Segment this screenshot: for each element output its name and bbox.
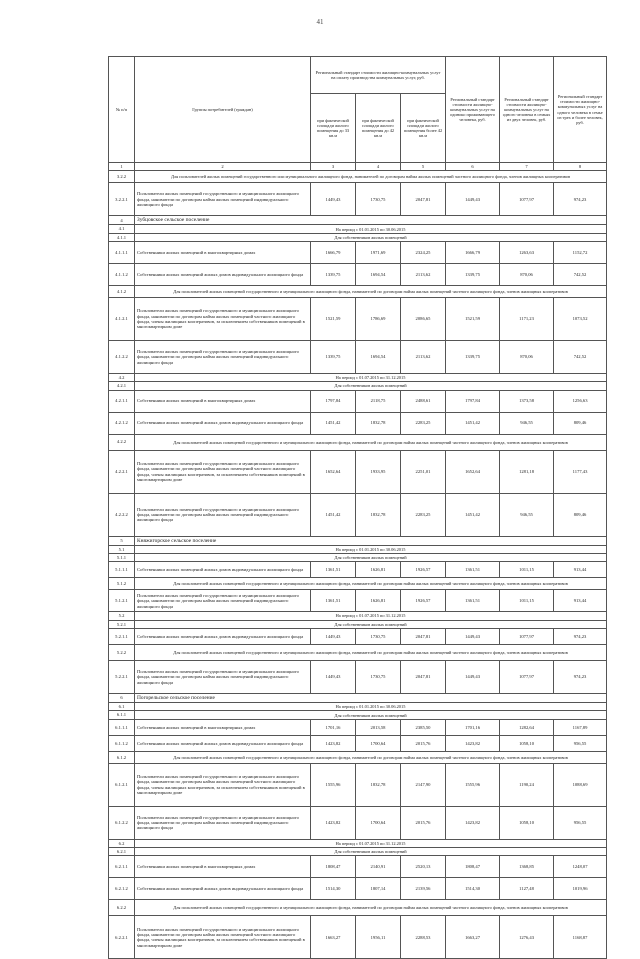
row-number: 4.2	[109, 374, 135, 382]
value-cell: 2488,61	[401, 390, 446, 412]
value-cell: 1127,48	[500, 878, 554, 900]
value-cell: 1256,63	[554, 390, 607, 412]
value-cell: 1276,43	[500, 916, 554, 959]
value-cell: 1263,63	[500, 242, 554, 264]
subheader-row	[109, 578, 607, 590]
row-number: 6.1.2.2	[109, 806, 135, 839]
row-number: 4.2.1.1	[109, 390, 135, 412]
value-cell: 1077,97	[500, 628, 554, 644]
subheader-row	[109, 382, 607, 390]
row-number: 6.1.2	[109, 751, 135, 763]
table-row	[109, 590, 607, 612]
table-row	[109, 298, 607, 341]
row-description: Собственники жилых помещений в многоквартирных домах	[135, 242, 311, 264]
value-cell: 2047,81	[401, 628, 446, 644]
value-cell: 1652,64	[446, 450, 500, 493]
row-number: 4.2.2.2	[109, 493, 135, 536]
value-cell: 1449,43	[311, 628, 356, 644]
value-cell: 1730,75	[356, 183, 401, 216]
row-number: 5.2	[109, 612, 135, 620]
row-number: 6	[109, 693, 135, 702]
table-row	[109, 719, 607, 735]
value-cell: 2113,62	[401, 264, 446, 286]
value-cell: 2283,25	[401, 493, 446, 536]
column-number-row	[109, 163, 607, 171]
value-cell: 956,55	[554, 806, 607, 839]
value-cell: 1832,78	[356, 763, 401, 806]
table-row	[109, 763, 607, 806]
value-cell: 2140,91	[356, 856, 401, 878]
tariff-table-container	[108, 56, 606, 959]
table-row	[109, 806, 607, 839]
row-number: 5.2.2	[109, 644, 135, 660]
subheader-row	[109, 644, 607, 660]
row-number: 5	[109, 536, 135, 545]
table-row	[109, 562, 607, 578]
value-cell: 956,55	[554, 735, 607, 751]
row-number: 6.2.1.1	[109, 856, 135, 878]
value-cell: 2139,56	[401, 878, 446, 900]
subheader-text: На период с 01.01.2015 по 30.06.2015	[135, 225, 607, 233]
subheader-row	[109, 703, 607, 711]
value-cell: 1282,64	[500, 719, 554, 735]
row-number: 6.2.1.2	[109, 878, 135, 900]
row-description: Пользователи жилых помещений государственного и муниципального жилищного фонда, наниматели по договорам найма жилых помещений индивидуального жилищного фонда	[135, 183, 311, 216]
value-cell: 1700,64	[356, 735, 401, 751]
subheader-text: Для пользователей жилых помещений государственного или муниципального жилищного фонда, нанимателей по договорам найма жилых помещений частного жилищного фонда, членов жилищных кооперативов	[135, 171, 607, 183]
value-cell: 1555,96	[311, 763, 356, 806]
value-cell: 2015,76	[401, 806, 446, 839]
value-cell: 1832,78	[356, 493, 401, 536]
row-number: 6.1.2.1	[109, 763, 135, 806]
value-cell: 2324,25	[401, 242, 446, 264]
value-cell: 2283,25	[401, 412, 446, 434]
value-cell: 1171,23	[500, 298, 554, 341]
value-cell: 913,44	[554, 562, 607, 578]
value-cell: 1373,58	[500, 390, 554, 412]
subheader-row	[109, 286, 607, 298]
row-number: 3.2.2.1	[109, 183, 135, 216]
value-cell: 1011,15	[500, 590, 554, 612]
row-description: Пользователи жилых помещений государственного и муниципального жилищного фонда, наниматели по договорам найма жилых помещений частного жилищного фонда, члены жилищных кооперативов, за исключением собственников помещений в многоквартирном доме	[135, 763, 311, 806]
subheader-text: На период с 01.07.2015 по 31.12.2015	[135, 839, 607, 847]
value-cell: 2086,65	[401, 298, 446, 341]
section-row	[109, 536, 607, 545]
value-cell: 1058,10	[500, 735, 554, 751]
table-row	[109, 450, 607, 493]
row-number: 3.2.2	[109, 171, 135, 183]
subheader-text: Для собственников жилых помещений	[135, 233, 607, 241]
value-cell: 870,06	[500, 264, 554, 286]
header-sub2: при фактической площади жилого помещения до 42 кв.м	[356, 94, 401, 163]
row-number: 4	[109, 216, 135, 225]
row-description: Собственники жилых помещений жилых домов индивидуального жилищного фонда	[135, 562, 311, 578]
value-cell: 1730,75	[356, 628, 401, 644]
subheader-row	[109, 225, 607, 233]
row-number: 5.1.1	[109, 554, 135, 562]
row-description: Собственники жилых помещений жилых домов индивидуального жилищного фонда	[135, 412, 311, 434]
row-number: 4.1.1.2	[109, 264, 135, 286]
row-number: 4.1.2.2	[109, 341, 135, 374]
value-cell: 1971,69	[356, 242, 401, 264]
value-cell: 1451,42	[311, 493, 356, 536]
value-cell: 1926,57	[401, 590, 446, 612]
header-sub3: при фактической площади жилого помещения более 42 кв.м	[401, 94, 446, 163]
table-body	[109, 171, 607, 959]
table-row	[109, 412, 607, 434]
page-number: 41	[316, 18, 324, 26]
value-cell: 913,44	[554, 590, 607, 612]
value-cell: 1339,75	[446, 341, 500, 374]
value-cell: 1663,27	[311, 916, 356, 959]
value-cell: 1449,43	[311, 183, 356, 216]
header-col7: Региональный стандарт стоимости жилищно-коммунальных услуг на одного человека в семьях из двух человек, руб.	[500, 57, 554, 163]
value-cell: 1449,43	[311, 660, 356, 693]
value-cell: 2113,62	[401, 341, 446, 374]
value-cell: 2520,13	[401, 856, 446, 878]
subheader-text: Для пользователей жилых помещений государственного и муниципального жилищного фонда, нанимателей по договорам найма жилых помещений частного жилищного фонда, членов жилищных кооперативов	[135, 644, 607, 660]
value-cell: 1666,79	[311, 242, 356, 264]
subheader-text: Для собственников жилых помещений	[135, 382, 607, 390]
value-cell: 1361,51	[446, 562, 500, 578]
header-sub1: при фактической площади жилого помещения до 33 кв.м	[311, 94, 356, 163]
subheader-row	[109, 839, 607, 847]
subheader-text: Для собственников жилых помещений	[135, 554, 607, 562]
colnum-5: 5	[401, 163, 446, 171]
value-cell: 1555,96	[446, 763, 500, 806]
row-description: Собственники жилых помещений жилых домов индивидуального жилищного фонда	[135, 264, 311, 286]
value-cell: 2047,81	[401, 183, 446, 216]
value-cell: 974,23	[554, 183, 607, 216]
row-number: 4.2.2	[109, 434, 135, 450]
table-row	[109, 264, 607, 286]
section-row	[109, 693, 607, 702]
subheader-text: Для пользователей жилых помещений государственного и муниципального жилищного фонда, нанимателей по договорам найма жилых помещений частного жилищного фонда, членов жилищных кооперативов	[135, 900, 607, 916]
value-cell: 1933,95	[356, 450, 401, 493]
header-num: № п/п	[109, 57, 135, 163]
value-cell: 809,46	[554, 493, 607, 536]
value-cell: 1073,52	[554, 298, 607, 341]
table-row	[109, 660, 607, 693]
value-cell: 1167,89	[554, 719, 607, 735]
section-title: Зубцовское сельское поселение	[135, 216, 607, 225]
tariff-table	[108, 56, 607, 959]
row-description: Пользователи жилых помещений государственного и муниципального жилищного фонда, наниматели по договорам найма жилых помещений индивидуального жилищного фонда	[135, 806, 311, 839]
value-cell: 2147,90	[401, 763, 446, 806]
row-number: 6.2.2	[109, 900, 135, 916]
value-cell: 870,06	[500, 341, 554, 374]
value-cell: 2288,53	[401, 916, 446, 959]
subheader-text: Для собственников жилых помещений	[135, 847, 607, 855]
value-cell: 1701,16	[311, 719, 356, 735]
row-description: Пользователи жилых помещений государственного и муниципального жилищного фонда, наниматели по договорам найма жилых помещений частного жилищного фонда, члены жилищных кооперативов, за исключением собственников помещений в многоквартирном доме	[135, 298, 311, 341]
row-description: Пользователи жилых помещений государственного и муниципального жилищного фонда, наниматели по договорам найма жилых помещений индивидуального жилищного фонда	[135, 341, 311, 374]
section-title: Погорельское сельское поселение	[135, 693, 607, 702]
subheader-text: Для пользователей жилых помещений государственного и муниципального жилищного фонда, нанимателей по договорам найма жилых помещений частного жилищного фонда, членов жилищных кооперативов	[135, 751, 607, 763]
value-cell: 1077,97	[500, 183, 554, 216]
colnum-3: 3	[311, 163, 356, 171]
row-number: 5.2.1.1	[109, 628, 135, 644]
value-cell: 1339,75	[311, 341, 356, 374]
value-cell: 1451,42	[446, 412, 500, 434]
row-number: 4.1.2.1	[109, 298, 135, 341]
row-number: 4.1.1	[109, 233, 135, 241]
value-cell: 1088,69	[554, 763, 607, 806]
row-description: Собственники жилых помещений жилых домов индивидуального жилищного фонда	[135, 735, 311, 751]
colnum-4: 4	[356, 163, 401, 171]
value-cell: 1832,78	[356, 412, 401, 434]
value-cell: 1626,81	[356, 562, 401, 578]
subheader-row	[109, 171, 607, 183]
value-cell: 2015,76	[401, 735, 446, 751]
value-cell: 1666,79	[446, 242, 500, 264]
table-row	[109, 242, 607, 264]
row-description: Собственники жилых помещений в многоквартирных домах	[135, 390, 311, 412]
value-cell: 1368,85	[500, 856, 554, 878]
value-cell: 1011,15	[500, 562, 554, 578]
value-cell: 1786,69	[356, 298, 401, 341]
table-row	[109, 183, 607, 216]
subheader-text: На период с 01.01.2015 по 30.06.2015	[135, 545, 607, 553]
value-cell: 1956,11	[356, 916, 401, 959]
row-description: Пользователи жилых помещений государственного и муниципального жилищного фонда, наниматели по договорам найма жилых помещений индивидуального жилищного фонда	[135, 493, 311, 536]
value-cell: 2118,75	[356, 390, 401, 412]
row-description: Пользователи жилых помещений государственного и муниципального жилищного фонда, наниматели по договорам найма жилых помещений индивидуального жилищного фонда	[135, 590, 311, 612]
header-col8: Региональный стандарт стоимости жилищно-коммунальных услуг на одного человека в семье из трех и более человек, руб.	[554, 57, 607, 163]
row-number: 5.1.2	[109, 578, 135, 590]
value-cell: 1423,82	[311, 806, 356, 839]
row-number: 5.2.1	[109, 620, 135, 628]
row-number: 5.1	[109, 545, 135, 553]
row-description: Пользователи жилых помещений государственного и муниципального жилищного фонда, наниматели по договорам найма жилых помещений частного жилищного фонда, члены жилищных кооперативов, за исключением собственников помещений в многоквартирном доме	[135, 450, 311, 493]
value-cell: 1694,54	[356, 341, 401, 374]
subheader-text: Для пользователей жилых помещений государственного и муниципального жилищного фонда, нанимателей по договорам найма жилых помещений частного жилищного фонда, членов жилищных кооперативов	[135, 578, 607, 590]
table-row	[109, 493, 607, 536]
value-cell: 1514,30	[311, 878, 356, 900]
row-number: 4.1.1.1	[109, 242, 135, 264]
row-description: Собственники жилых помещений жилых домов индивидуального жилищного фонда	[135, 628, 311, 644]
value-cell: 2013,58	[356, 719, 401, 735]
subheader-row	[109, 711, 607, 719]
subheader-row	[109, 233, 607, 241]
subheader-row	[109, 374, 607, 382]
row-description: Пользователи жилых помещений государственного и муниципального жилищного фонда, наниматели по договорам найма жилых помещений частного жилищного фонда, члены жилищных кооперативов, за исключением собственников помещений в многоквартирном доме	[135, 916, 311, 959]
table-row	[109, 856, 607, 878]
value-cell: 1451,42	[446, 493, 500, 536]
value-cell: 1168,87	[554, 916, 607, 959]
value-cell: 1730,75	[356, 660, 401, 693]
header-col6: Региональный стандарт стоимости жилищно-коммунальных услуг на одиноко проживающего человека, руб.	[446, 57, 500, 163]
subheader-text: На период с 01.01.2015 по 30.06.2015	[135, 703, 607, 711]
value-cell: 742,52	[554, 341, 607, 374]
value-cell: 1077,97	[500, 660, 554, 693]
value-cell: 742,52	[554, 264, 607, 286]
section-title: Княжигорское сельское поселение	[135, 536, 607, 545]
value-cell: 1177,43	[554, 450, 607, 493]
row-number: 4.2.1.2	[109, 412, 135, 434]
header-group: Группы потребителей (граждан)	[135, 57, 311, 163]
value-cell: 1423,82	[311, 735, 356, 751]
value-cell: 1423,82	[446, 806, 500, 839]
value-cell: 1449,43	[446, 628, 500, 644]
subheader-text: Для собственников жилых помещений	[135, 711, 607, 719]
row-number: 4.1.2	[109, 286, 135, 298]
value-cell: 2047,81	[401, 660, 446, 693]
row-number: 6.2.1	[109, 847, 135, 855]
colnum-8: 8	[554, 163, 607, 171]
value-cell: 1152,72	[554, 242, 607, 264]
subheader-text: Для пользователей жилых помещений государственного и муниципального жилищного фонда, нанимателей по договорам найма жилых помещений частного жилищного фонда, членов жилищных кооперативов	[135, 286, 607, 298]
table-row	[109, 878, 607, 900]
row-description: Собственники жилых помещений жилых домов индивидуального жилищного фонда	[135, 878, 311, 900]
colnum-7: 7	[500, 163, 554, 171]
value-cell: 946,55	[500, 412, 554, 434]
value-cell: 1339,75	[446, 264, 500, 286]
row-number: 6.1.1	[109, 711, 135, 719]
row-description: Пользователи жилых помещений государственного и муниципального жилищного фонда, наниматели по договорам найма жилых помещений индивидуального жилищного фонда	[135, 660, 311, 693]
subheader-row	[109, 900, 607, 916]
row-number: 5.1.1.1	[109, 562, 135, 578]
value-cell: 1797,84	[446, 390, 500, 412]
value-cell: 1626,81	[356, 590, 401, 612]
value-cell: 1248,07	[554, 856, 607, 878]
row-number: 4.2.2.1	[109, 450, 135, 493]
table-row	[109, 628, 607, 644]
value-cell: 1058,10	[500, 806, 554, 839]
value-cell: 1190,24	[500, 763, 554, 806]
value-cell: 974,23	[554, 660, 607, 693]
value-cell: 1521,59	[446, 298, 500, 341]
row-number: 5.1.2.1	[109, 590, 135, 612]
row-description: Собственники жилых помещений в многоквартирных домах	[135, 719, 311, 735]
row-number: 4.1	[109, 225, 135, 233]
subheader-text: Для пользователей жилых помещений государственного и муниципального жилищного фонда, нанимателей по договорам найма жилых помещений частного жилищного фонда, членов жилищных кооперативов	[135, 434, 607, 450]
value-cell: 1281,18	[500, 450, 554, 493]
value-cell: 2385,50	[401, 719, 446, 735]
subheader-text: Для собственников жилых помещений	[135, 620, 607, 628]
value-cell: 1663,27	[446, 916, 500, 959]
header-tariff-group: Региональный стандарт стоимости жилищно-коммунальных услуг на оплату производства коммунальных услуг, руб.	[311, 57, 446, 94]
value-cell: 1423,82	[446, 735, 500, 751]
value-cell: 1521,59	[311, 298, 356, 341]
value-cell: 1807,14	[356, 878, 401, 900]
subheader-row	[109, 434, 607, 450]
table-row	[109, 341, 607, 374]
value-cell: 1926,57	[401, 562, 446, 578]
colnum-6: 6	[446, 163, 500, 171]
row-number: 6.1.1.1	[109, 719, 135, 735]
row-number: 5.2.2.1	[109, 660, 135, 693]
value-cell: 1361,51	[446, 590, 500, 612]
value-cell: 946,55	[500, 493, 554, 536]
value-cell: 2251,01	[401, 450, 446, 493]
row-number: 6.1	[109, 703, 135, 711]
value-cell: 1808,47	[311, 856, 356, 878]
value-cell: 1449,43	[446, 660, 500, 693]
value-cell: 1652,64	[311, 450, 356, 493]
subheader-row	[109, 545, 607, 553]
value-cell: 1361,51	[311, 562, 356, 578]
subheader-row	[109, 847, 607, 855]
subheader-text: На период с 01.07.2015 по 31.12.2015	[135, 374, 607, 382]
row-number: 4.2.1	[109, 382, 135, 390]
table-row	[109, 916, 607, 959]
value-cell: 1694,54	[356, 264, 401, 286]
subheader-row	[109, 554, 607, 562]
value-cell: 1808,47	[446, 856, 500, 878]
value-cell: 1701,16	[446, 719, 500, 735]
value-cell: 1797,84	[311, 390, 356, 412]
value-cell: 1019,96	[554, 878, 607, 900]
section-row	[109, 216, 607, 225]
colnum-2: 2	[135, 163, 311, 171]
value-cell: 974,23	[554, 628, 607, 644]
value-cell: 1449,43	[446, 183, 500, 216]
value-cell: 1361,51	[311, 590, 356, 612]
row-number: 6.1.1.2	[109, 735, 135, 751]
row-number: 6.2	[109, 839, 135, 847]
subheader-row	[109, 620, 607, 628]
subheader-row	[109, 612, 607, 620]
row-number: 6.2.2.1	[109, 916, 135, 959]
value-cell: 1700,64	[356, 806, 401, 839]
row-description: Собственники жилых помещений в многоквартирных домах	[135, 856, 311, 878]
value-cell: 1451,42	[311, 412, 356, 434]
subheader-row	[109, 751, 607, 763]
value-cell: 1339,75	[311, 264, 356, 286]
value-cell: 1514,30	[446, 878, 500, 900]
value-cell: 809,46	[554, 412, 607, 434]
table-row	[109, 390, 607, 412]
table-row	[109, 735, 607, 751]
colnum-1: 1	[109, 163, 135, 171]
subheader-text: На период с 01.07.2015 по 31.12.2015	[135, 612, 607, 620]
